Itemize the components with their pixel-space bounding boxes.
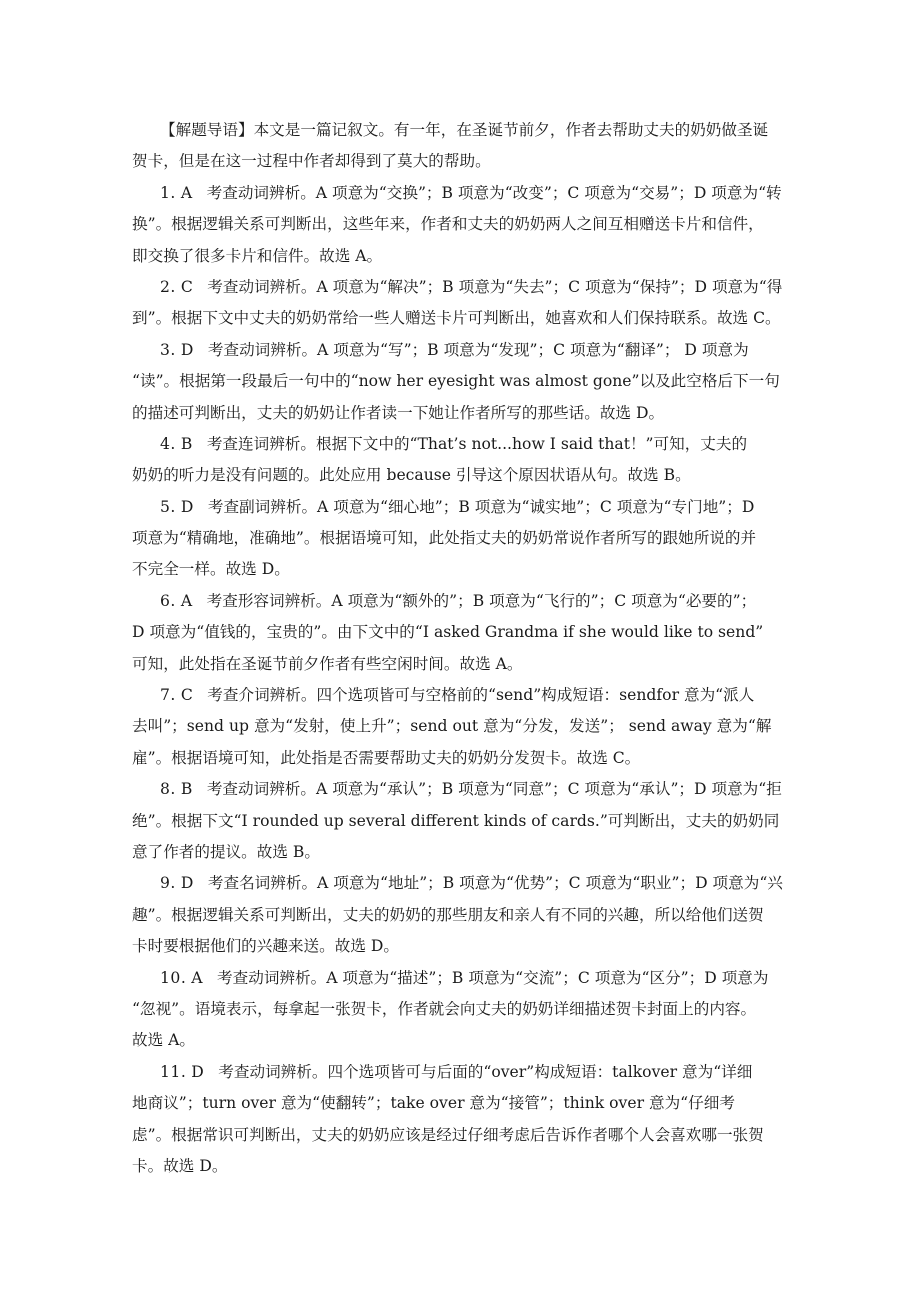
- item-first-line: [132, 774, 794, 805]
- item-number: 7.: [160, 686, 176, 705]
- item-line: “读”。根据第一段最后一句中的“now her eyesight was almost gone”以及此空格后下一句: [132, 372, 780, 391]
- item-answer: D: [180, 874, 194, 893]
- item-line: 意了作者的提议。故选 B。: [132, 842, 320, 861]
- item-answer: D: [180, 497, 194, 516]
- intro-line: 【解题导语】本文是一篇记叙文。有一年，在圣诞节前夕，作者去帮助丈夫的奶奶做圣诞: [160, 121, 769, 139]
- item-first-line: [132, 963, 794, 994]
- item-first-line: [132, 178, 794, 209]
- item-line: 趣”。根据逻辑关系可判断出，丈夫的奶奶的那些朋友和亲人有不同的兴趣，所以给他们送贺: [132, 905, 764, 924]
- answer-item-6: [132, 586, 794, 680]
- item-line: 奶奶的听力是没有问题的。此处应用 because 引导这个原因状语从句。故选 B。: [132, 466, 691, 485]
- item-line: 卡时要根据他们的兴趣来送。故选 D。: [132, 937, 399, 956]
- item-answer: C: [180, 686, 194, 705]
- answer-item-7: [132, 680, 794, 774]
- item-line: 雇”。根据语境可知，此处指是否需要帮助丈夫的奶奶分发贺卡。故选 C。: [132, 748, 641, 767]
- item-answer: A: [191, 968, 204, 987]
- answer-item-3: [132, 335, 794, 429]
- item-line: 地商议”；turn over 意为“使翻转”；take over 意为“接管”；think over 意为“仔细考: [132, 1094, 735, 1113]
- item-line: 虑”。根据常识可判断出，丈夫的奶奶应该是经过仔细考虑后告诉作者哪个人会喜欢哪一张贺: [132, 1125, 764, 1144]
- item-text: 考查介词辨析。四个选项皆可与空格前的“send”构成短语：sendfor 意为“派人: [207, 686, 755, 705]
- item-text: 考查动词辨析。四个选项皆可与后面的“over”构成短语：talkover 意为“详细: [218, 1062, 753, 1081]
- item-line: 去叫”；send up 意为“发射，使上升”；send out 意为“分发，发送”； send away 意为“解: [132, 717, 772, 736]
- item-line: 卡。故选 D。: [132, 1156, 228, 1175]
- answer-explanation-document: [132, 115, 794, 1182]
- item-text: 考查副词辨析。A 项意为“细心地”；B 项意为“诚实地”；C 项意为“专门地”；D: [207, 497, 755, 516]
- item-line: 换”。根据逻辑关系可判断出，这些年来，作者和丈夫的奶奶两人之间互相赠送卡片和信件，: [132, 215, 764, 234]
- item-answer: B: [180, 434, 193, 453]
- answer-item-8: [132, 774, 794, 868]
- item-first-line: [132, 429, 794, 460]
- item-line: 即交换了很多卡片和信件。故选 A。: [132, 246, 383, 265]
- item-first-line: [132, 868, 794, 899]
- item-number: 3.: [160, 340, 176, 359]
- item-number: 9.: [160, 874, 176, 893]
- item-line: 项意为“精确地，准确地”。根据语境可知，此处指丈夫的奶奶常说作者所写的跟她所说的并: [132, 529, 757, 548]
- item-text: 考查名词辨析。A 项意为“地址”；B 项意为“优势”；C 项意为“职业”；D 项意为“兴: [207, 874, 783, 893]
- answer-item-11: [132, 1057, 794, 1183]
- item-line: 不完全一样。故选 D。: [132, 560, 290, 579]
- item-answer: D: [191, 1062, 205, 1081]
- item-text: 考查动词辨析。A 项意为“承认”；B 项意为“同意”；C 项意为“承认”；D 项意为“拒: [206, 780, 782, 799]
- item-first-line: [132, 1057, 794, 1088]
- item-number: 1.: [160, 183, 176, 202]
- item-first-line: [132, 492, 794, 523]
- item-number: 2.: [160, 277, 176, 296]
- item-line: 的描述可判断出，丈夫的奶奶让作者读一下她让作者所写的那些话。故选 D。: [132, 403, 665, 422]
- item-line: 可知，此处指在圣诞节前夕作者有些空闲时间。故选 A。: [132, 654, 523, 673]
- item-text: 考查连词辨析。根据下文中的“That’s not...how I said that！”可知，丈夫的: [206, 434, 748, 453]
- item-answer: C: [180, 277, 194, 296]
- item-first-line: [132, 586, 794, 617]
- item-text: 考查动词辨析。A 项意为“描述”；B 项意为“交流”；C 项意为“区分”；D 项意为: [217, 968, 769, 987]
- item-text: 考查动词辨析。A 项意为“交换”；B 项意为“改变”；C 项意为“交易”；D 项意为“转: [206, 183, 782, 202]
- item-line: D 项意为“值钱的，宝贵的”。由下文中的“I asked Grandma if she would like to send”: [132, 623, 764, 642]
- item-first-line: [132, 335, 794, 366]
- item-answer: B: [180, 780, 193, 799]
- item-number: 11.: [160, 1062, 187, 1081]
- item-line: 故选 A。: [132, 1031, 195, 1050]
- answer-item-1: [132, 178, 794, 272]
- item-line: 绝”。根据下文“I rounded up several different kinds of cards.”可判断出，丈夫的奶奶同: [132, 811, 780, 830]
- answer-item-4: [132, 429, 794, 492]
- intro-line: 贺卡，但是在这一过程中作者却得到了莫大的帮助。: [132, 152, 491, 171]
- item-first-line: [132, 680, 794, 711]
- item-first-line: [132, 272, 794, 303]
- answer-item-9: [132, 868, 794, 962]
- item-text: 考查形容词辨析。A 项意为“额外的”；B 项意为“飞行的”；C 项意为“必要的”；: [206, 591, 757, 610]
- item-answer: A: [180, 183, 193, 202]
- item-number: 5.: [160, 497, 176, 516]
- item-text: 考查动词辨析。A 项意为“解决”；B 项意为“失去”；C 项意为“保持”；D 项意为“得: [207, 277, 783, 296]
- item-number: 10.: [160, 968, 187, 987]
- item-text: 考查动词辨析。A 项意为“写”；B 项意为“发现”；C 项意为“翻译”； D 项意为: [207, 340, 749, 359]
- intro-paragraph: [132, 115, 794, 178]
- item-number: 4.: [160, 434, 176, 453]
- item-number: 8.: [160, 780, 176, 799]
- answer-item-5: [132, 492, 794, 586]
- item-answer: D: [180, 340, 194, 359]
- item-line: 到”。根据下文中丈夫的奶奶常给一些人赠送卡片可判断出，她喜欢和人们保持联系。故选 C。: [132, 309, 781, 328]
- item-line: “忽视”。语境表示，每拿起一张贺卡，作者就会向丈夫的奶奶详细描述贺卡封面上的内容。: [132, 999, 757, 1018]
- answer-item-2: [132, 272, 794, 335]
- answer-item-10: [132, 963, 794, 1057]
- item-answer: A: [180, 591, 193, 610]
- item-number: 6.: [160, 591, 176, 610]
